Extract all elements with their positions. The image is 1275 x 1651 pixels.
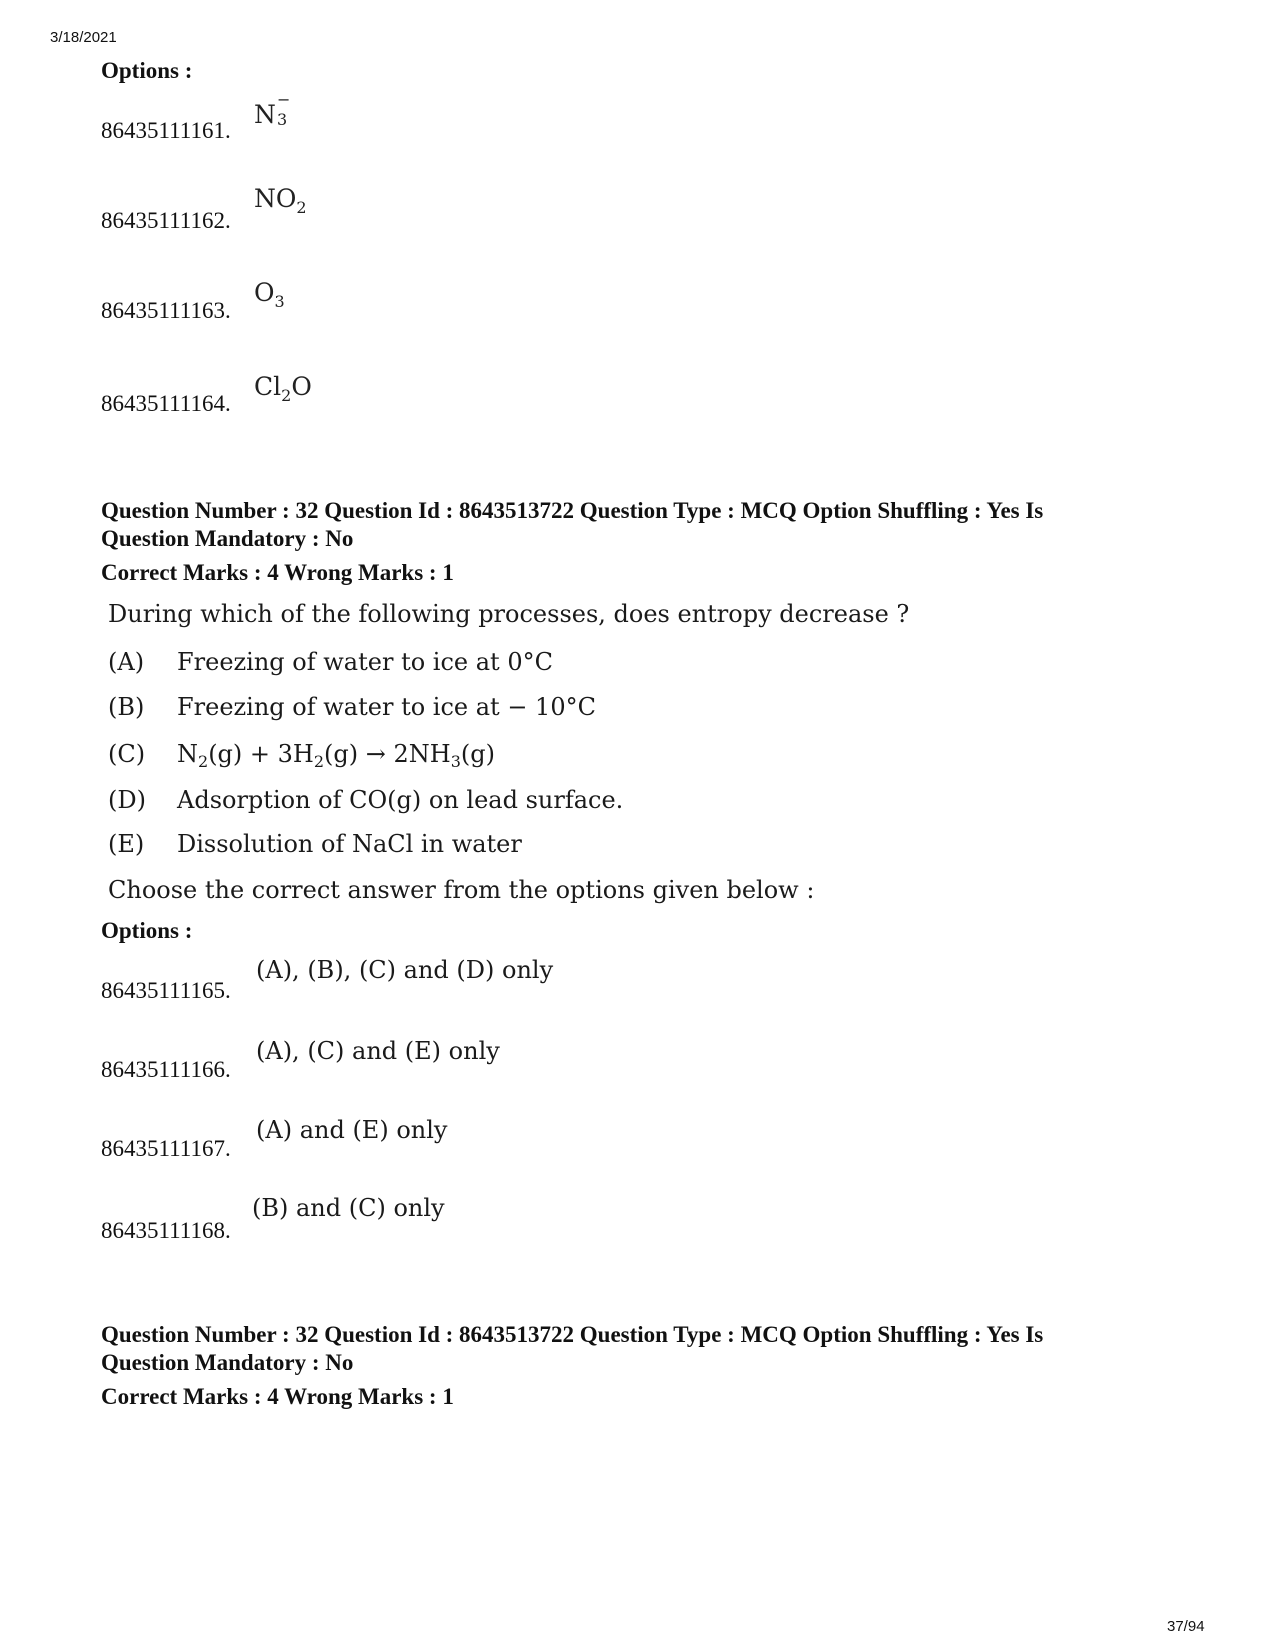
option-id: 86435111168. — [101, 1218, 231, 1243]
instruction-text: Choose the correct answer from the options given below : — [108, 876, 815, 904]
statement-text: Freezing of water to ice at − 10°C — [177, 693, 596, 721]
next-question-mandatory: Question Mandatory : No — [101, 1350, 354, 1375]
statement-label: (C) — [108, 740, 146, 768]
option-id: 86435111165. — [101, 978, 231, 1003]
option-id: 86435111162. — [101, 208, 231, 233]
option-id: 86435111161. — [101, 118, 231, 143]
prev-options-label: Options : — [101, 58, 193, 83]
option-id: 86435111166. — [101, 1057, 231, 1082]
statement-label: (E) — [108, 830, 145, 858]
statement-label: (A) — [108, 648, 145, 676]
option-text: (A), (C) and (E) only — [256, 1037, 500, 1065]
next-question-marks: Correct Marks : 4 Wrong Marks : 1 — [101, 1384, 454, 1409]
statement-text: Freezing of water to ice at 0°C — [177, 648, 553, 676]
option-id: 86435111164. — [101, 391, 231, 416]
option-formula: $Cl_2O$ — [254, 372, 312, 405]
question-stem: During which of the following processes, does entropy decrease ? — [108, 600, 910, 628]
page-number: 37/94 — [1167, 1618, 1205, 1635]
next-question-meta-line: Question Number : 32 Question Id : 8643513722 Question Type : MCQ Option Shuffling : Yes Is — [101, 1322, 1044, 1347]
print-date: 3/18/2021 — [50, 29, 117, 46]
option-text: (A) and (E) only — [256, 1116, 448, 1144]
statement-equation: $N_2(g) + 3H_2(g) \to 2NH_3(g)$ — [177, 740, 495, 771]
question-marks: Correct Marks : 4 Wrong Marks : 1 — [101, 560, 454, 585]
option-id: 86435111167. — [101, 1136, 231, 1161]
option-formula: $O_3$ — [254, 278, 285, 311]
statement-text: Adsorption of CO(g) on lead surface. — [177, 786, 624, 814]
option-text: (A), (B), (C) and (D) only — [256, 956, 554, 984]
statement-label: (D) — [108, 786, 146, 814]
statement-label: (B) — [108, 693, 145, 721]
question-mandatory: Question Mandatory : No — [101, 526, 354, 551]
option-formula: N − 3 — [254, 90, 291, 129]
question-meta-line: Question Number : 32 Question Id : 8643513722 Question Type : MCQ Option Shuffling : Yes Is — [101, 498, 1044, 523]
statement-text: Dissolution of NaCl in water — [177, 830, 522, 858]
option-id: 86435111163. — [101, 298, 231, 323]
option-text: (B) and (C) only — [252, 1194, 445, 1222]
option-formula: $NO_2$ — [254, 184, 307, 217]
options-label: Options : — [101, 918, 193, 943]
